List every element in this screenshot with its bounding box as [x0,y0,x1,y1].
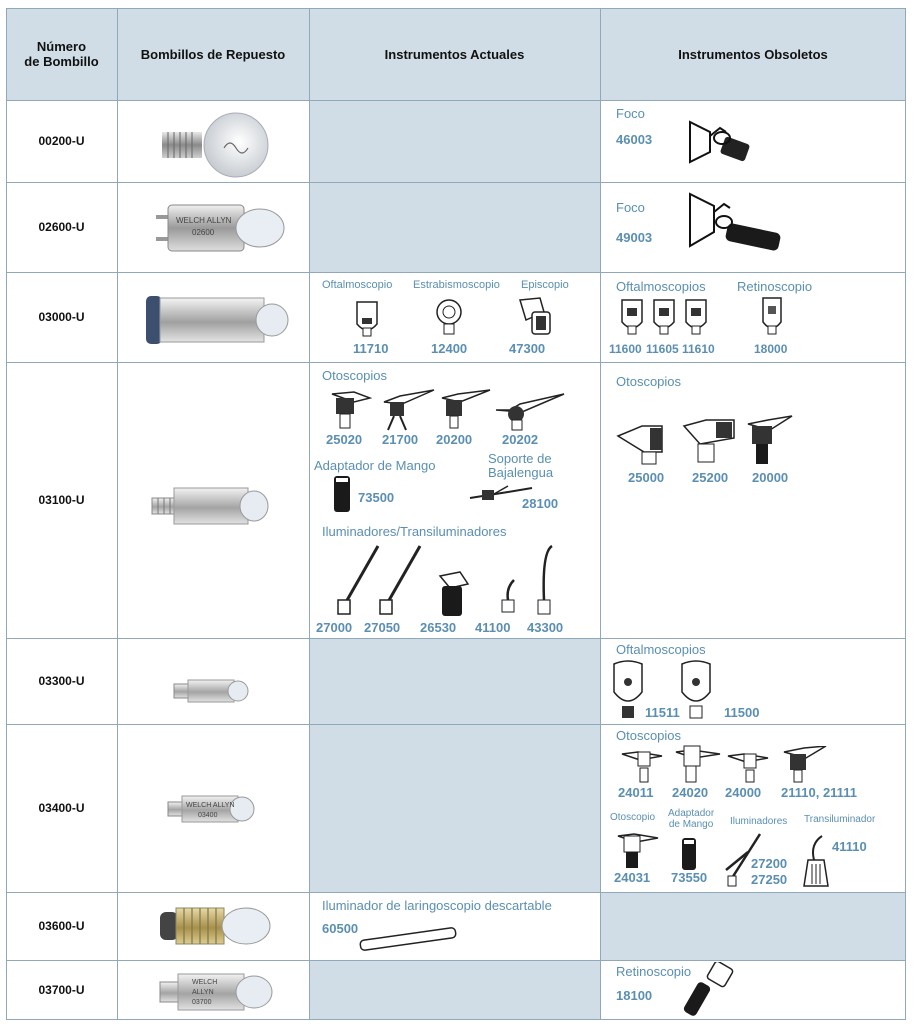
bulb-03700-marking-line1: WELCH [192,979,218,986]
otoscope-24031-icon [616,828,660,870]
ophthalmoscope-11610-icon [684,298,708,336]
otoscope-25000-icon [616,418,670,466]
current-label-tongue-depressor-holder: Soporte de Bajalengua [488,451,554,480]
row-divider-3 [6,272,906,273]
obsolete-label-retinoscope-r8: Retinoscopio [616,964,692,979]
row-divider-8 [6,960,906,961]
bulb-03400-image [166,792,258,826]
model-11710: 11710 [353,341,389,356]
bulb-03100-image [146,482,272,530]
model-12400: 12400 [431,341,468,356]
bulb-number-r2: 02600-U [38,220,85,234]
otoscope-24000-icon [726,748,770,784]
current-label-otoscopes: Otoscopios [322,368,388,383]
current-label-handle-adapter: Adaptador de Mango [314,458,436,473]
episcope-icon [514,296,554,340]
spotlight-icon [686,118,756,178]
row-divider-1 [6,100,906,101]
table-border-left [6,8,7,1020]
retinoscope-18000-icon [760,296,784,336]
model-24011: 24011 [618,785,654,800]
model-27200: 27200 [751,856,788,871]
model-24000: 24000 [725,785,762,800]
otoscope-25200-icon [680,416,738,466]
current-empty-r6 [309,724,600,892]
table-border-top [6,8,906,9]
bulb-03700-marking-line3: 03700 [192,999,212,1006]
model-11500: 11500 [724,705,760,720]
strabismoscope-icon [434,298,464,338]
bulb-02600-marking-number: 02600 [192,228,215,237]
bulb-number-r4: 03100-U [38,493,85,507]
otoscope-20202-icon [492,392,568,432]
bulb-03400-marking-number: 03400 [198,812,218,819]
model-43300: 43300 [527,620,564,635]
model-27000: 27000 [316,620,353,635]
model-49003: 49003 [616,230,653,245]
model-24020: 24020 [672,785,709,800]
bulb-03000-image [142,292,292,348]
col-divider-3 [600,8,601,1020]
bulb-replacement-table [6,8,906,1020]
model-46003: 46003 [616,132,653,147]
laryngoscope-illuminator-icon [356,924,460,954]
model-27250: 27250 [751,872,788,887]
handle-adapter-73550-icon [680,836,698,872]
sub-label-transilluminator: Transiluminador [804,814,876,825]
model-11600: 11600 [609,342,642,356]
current-label-strabismoscope: Estrabismoscopio [413,279,500,291]
otoscope-21700-icon [380,388,436,432]
model-11605: 11605 [646,342,679,356]
header-current-instruments: Instrumentos Actuales [309,8,600,100]
spotlight-long-icon [686,188,786,268]
obsolete-label-r1: Foco [616,106,645,121]
handle-adapter-icon [332,474,352,514]
otoscope-24020-icon [674,742,722,784]
model-11511: 11511 [645,705,680,720]
transilluminator-41110-icon [802,834,832,888]
otoscope-20200-icon [438,388,492,432]
ophthalmoscope-head-icon [354,298,380,338]
bulb-number-r8: 03700-U [38,983,85,997]
model-11610: 11610 [682,342,715,356]
col-divider-1 [117,8,118,1020]
bulb-03400-marking-brand: WELCH ALLYN [186,802,235,809]
ophthalmoscope-11605-icon [652,298,676,336]
obsolete-label-otoscopes-r6: Otoscopios [616,728,682,743]
transilluminator-26530-icon [436,570,472,618]
sub-label-illuminators: Iluminadores [730,816,788,827]
model-25000: 25000 [628,470,665,485]
model-21110-21111: 21110, 21111 [781,785,857,800]
header-replacement-bulbs: Bombillos de Repuesto [117,8,309,100]
model-20202: 20202 [502,432,539,447]
obsolete-label-otoscopes-r4: Otoscopios [616,374,682,389]
current-empty-r2 [309,182,600,272]
model-47300: 47300 [509,341,546,356]
sub-label-otoscope: Otoscopio [610,812,656,823]
model-24031: 24031 [614,870,651,885]
obsolete-label-ophthalmoscopes: Oftalmoscopios [616,279,706,294]
current-label-ophthalmoscope: Oftalmoscopio [322,279,393,291]
row-divider-6 [6,724,906,725]
model-60500: 60500 [322,921,359,936]
bulb-number-r5: 03300-U [38,674,85,688]
ophthalmoscope-11511-icon [610,660,646,720]
model-28100: 28100 [522,496,559,511]
table-border-bottom [6,1019,906,1020]
current-empty-r1 [309,100,600,182]
model-18000: 18000 [754,342,788,356]
table-border-right [905,8,906,1020]
obsolete-label-ophthalmoscopes-r5: Oftalmoscopios [616,642,706,657]
ophthalmoscope-11600-icon [620,298,644,336]
otoscope-24011-icon [620,746,664,784]
row-divider-7 [6,892,906,893]
model-73500: 73500 [358,490,395,505]
header-obsolete-instruments: Instrumentos Obsoletos [600,8,906,100]
row-divider-4 [6,362,906,363]
row-divider-5 [6,638,906,639]
bulb-03700-image [158,970,282,1014]
bulb-number-r7: 03600-U [38,919,85,933]
row-divider-2 [6,182,906,183]
header-bulb-number: Número de Bombillo [6,8,117,100]
model-20200: 20200 [436,432,473,447]
bulb-number-r6: 03400-U [38,801,85,815]
model-21700: 21700 [382,432,419,447]
current-empty-r5 [309,638,600,724]
current-label-illuminators: Iluminadores/Transiluminadores [322,524,507,539]
otoscope-21110-icon [782,746,828,784]
otoscope-25020-icon [328,388,372,432]
col-divider-2 [309,8,310,1020]
retinoscope-18100-icon [682,962,734,1018]
bulb-03600-image [156,902,276,950]
obsolete-empty-r7 [600,892,906,960]
model-26530: 26530 [420,620,457,635]
current-label-episcope: Episcopio [521,279,569,291]
bulb-03300-image [172,676,252,706]
illuminator-43300-icon [532,544,556,616]
model-41110: 41110 [832,839,867,854]
model-41100: 41100 [475,620,511,635]
bulb-02600-marking-brand: WELCH ALLYN [176,216,232,225]
bulb-number-r1: 00200-U [38,134,85,148]
current-label-laryngoscope-illuminator: Iluminador de laringoscopio descartable [322,898,552,913]
sub-label-handle-adapter: Adaptador de Mango [668,808,715,830]
bulb-number-r3: 03000-U [38,310,85,324]
model-27050: 27050 [364,620,401,635]
obsolete-label-retinoscope: Retinoscopio [737,279,813,294]
model-25020: 25020 [326,432,363,447]
model-18100: 18100 [616,988,653,1003]
model-73550: 73550 [671,870,708,885]
bulb-00200-image [154,108,274,180]
illuminator-27050-icon [374,544,424,616]
ophthalmoscope-11500-icon [678,660,714,720]
bulb-03700-marking-line2: ALLYN [192,989,214,996]
otoscope-20000-icon [744,414,794,466]
illuminator-41100-icon [498,578,518,614]
bulb-02600-image [154,193,288,263]
model-20000: 20000 [752,470,789,485]
current-empty-r8 [309,960,600,1020]
obsolete-label-r2: Foco [616,200,645,215]
model-25200: 25200 [692,470,729,485]
